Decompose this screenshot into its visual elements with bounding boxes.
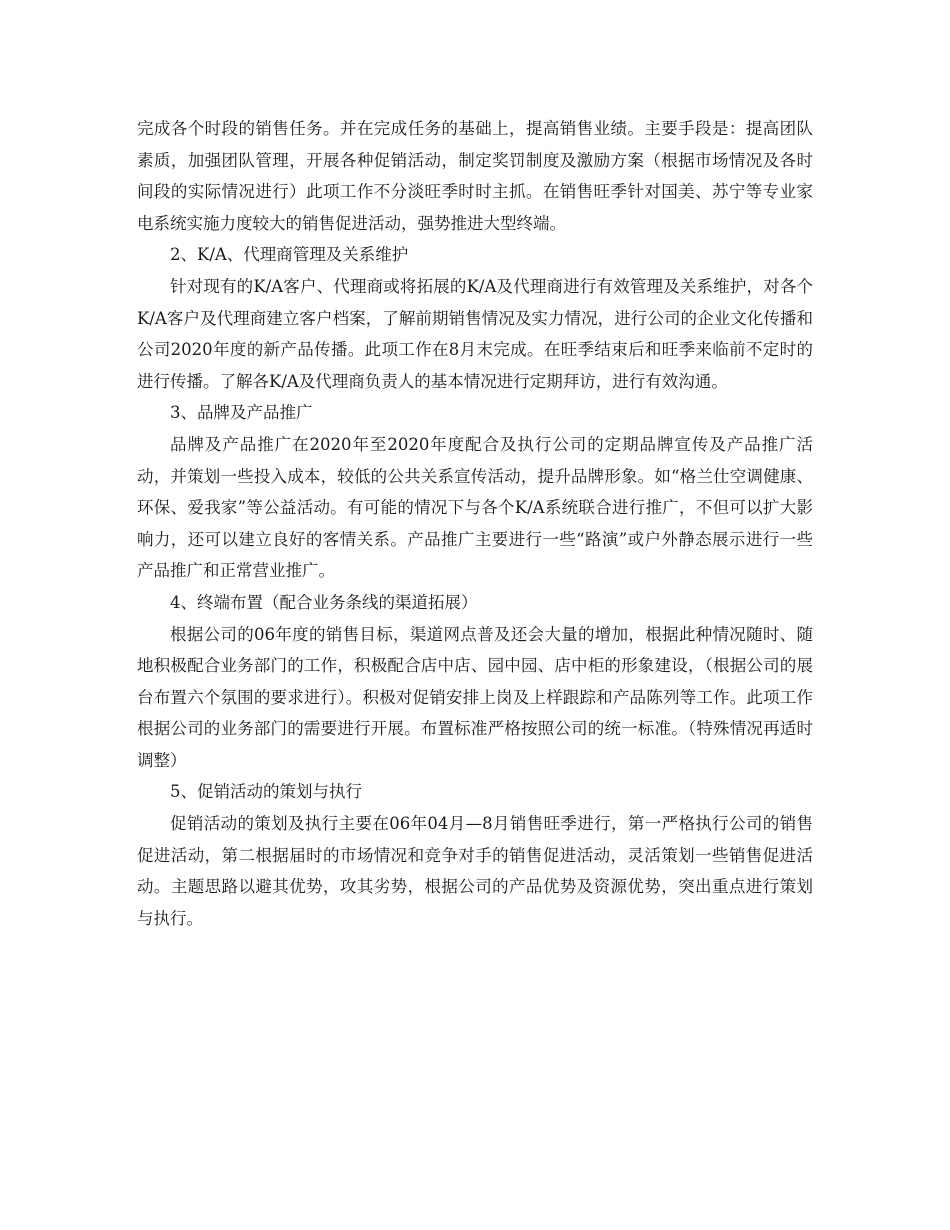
document-body — [137, 113, 813, 934]
section-heading-brand: 3、品牌及产品推广 — [170, 403, 313, 423]
section-heading-terminal: 4、终端布置（配合业务条线的渠道拓展） — [170, 592, 478, 612]
section-heading-promotion: 5、促销活动的策划与执行 — [170, 782, 362, 802]
paragraph-promotion: 促销活动的策划及执行主要在06年04月—8月销售旺季进行，第一严格执行公司的销售促进活动，第二根据届时的市场情况和竞争对手的销售促进活动，灵活策划一些销售促进活动。主题思路以避其优势，攻其劣势，根据公司的产品优势及资源优势，突出重点进行策划与执行。 — [137, 814, 813, 928]
paragraph-continuation: 完成各个时段的销售任务。并在完成任务的基础上，提高销售业绩。主要手段是：提高团队素质，加强团队管理，开展各种促销活动，制定奖罚制度及激励方案（根据市场情况及各时间段的实际情况进行）此项工作不分淡旺季时时主抓。在销售旺季针对国美、苏宁等专业家电系统实施力度较大的销售促进活动，强势推进大型终端。 — [137, 119, 813, 233]
section-heading-ka-agent: 2、K/A、代理商管理及关系维护 — [170, 245, 409, 265]
paragraph-brand: 品牌及产品推广在2020年至2020年度配合及执行公司的定期品牌宣传及产品推广活动，并策划一些投入成本，较低的公共关系宣传活动，提升品牌形象。如“格兰仕空调健康、环保、爱我家”等公益活动。有可能的情况下与各个K/A系统联合进行推广，不但可以扩大影响力，还可以建立良好的客情关系。产品推广主要进行一些“路演”或户外静态展示进行一些产品推广和正常营业推广。 — [137, 434, 813, 581]
paragraph-terminal: 根据公司的06年度的销售目标，渠道网点普及还会大量的增加，根据此种情况随时、随地积极配合业务部门的工作，积极配合店中店、园中园、店中柜的形象建设，（根据公司的展台布置六个氛围的要求进行）。积极对促销安排上岗及上样跟踪和产品陈列等工作。此项工作根据公司的业务部门的需要进行开展。布置标准严格按照公司的统一标准。（特殊情况再适时调整） — [137, 624, 813, 770]
paragraph-ka-agent: 针对现有的K/A客户、代理商或将拓展的K/A及代理商进行有效管理及关系维护，对各个K/A客户及代理商建立客户档案，了解前期销售情况及实力情况，进行公司的企业文化传播和公司2020年度的新产品传播。此项工作在8月末完成。在旺季结束后和旺季来临前不定时的进行传播。了解各K/A及代理商负责人的基本情况进行定期拜访，进行有效沟通。 — [137, 276, 813, 391]
